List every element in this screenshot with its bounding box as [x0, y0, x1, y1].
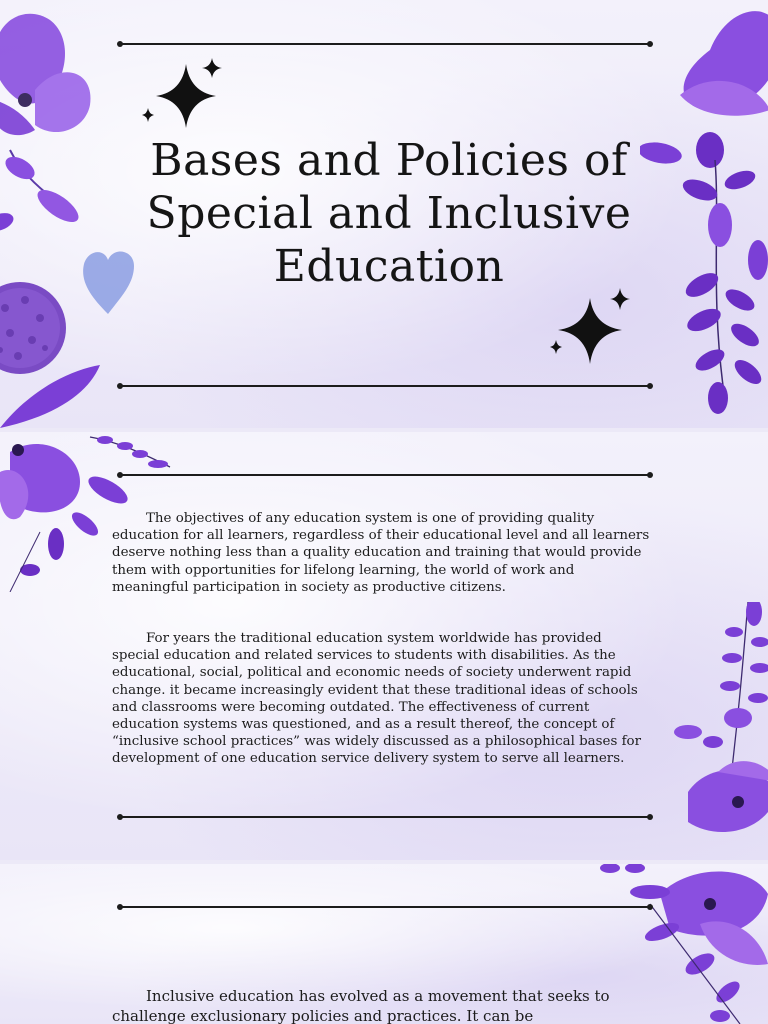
four-point-star-icon — [540, 284, 640, 368]
page-title: Bases and Policies of Special and Inclusive Education — [146, 135, 632, 292]
purple-watercolor-flower-icon — [0, 0, 110, 240]
content-slide — [0, 432, 768, 860]
bottom-divider — [120, 385, 650, 387]
purple-leaf-branch-icon — [668, 602, 768, 860]
four-point-star-icon — [138, 56, 234, 132]
purple-leaf-icon — [0, 360, 110, 428]
title-slide — [0, 0, 768, 428]
body-paragraph: For years the traditional education system worldwide has provided special education and related services to students with disabilities. As the educational, social, political and economic needs of society underwent rapid change. it became increasingly evident that these traditional ideas of schools and classrooms were becoming outdated. The effectiveness of current education systems was questioned, and as a result thereof, the concept of “inclusive school practices” was widely discussed as a philosophical bases for development of one education service delivery system to serve all learners. — [112, 631, 642, 767]
body-paragraph: Inclusive education has evolved as a movement that seeks to challenge exclusionary policies and practices. It can be — [112, 987, 610, 1024]
top-divider — [120, 906, 650, 908]
body-paragraph: The objectives of any education system is one of providing quality education for all learners, regardless of their educational level and all learners deserve nothing less than a quality education and training that would provide them with opportunities for lifelong learning, the world of work and meaningful participation in society as productive citizens. — [112, 511, 650, 595]
top-divider — [120, 43, 650, 45]
content-slide-continued — [0, 864, 768, 1024]
top-divider — [120, 474, 650, 476]
bottom-divider — [120, 816, 650, 818]
